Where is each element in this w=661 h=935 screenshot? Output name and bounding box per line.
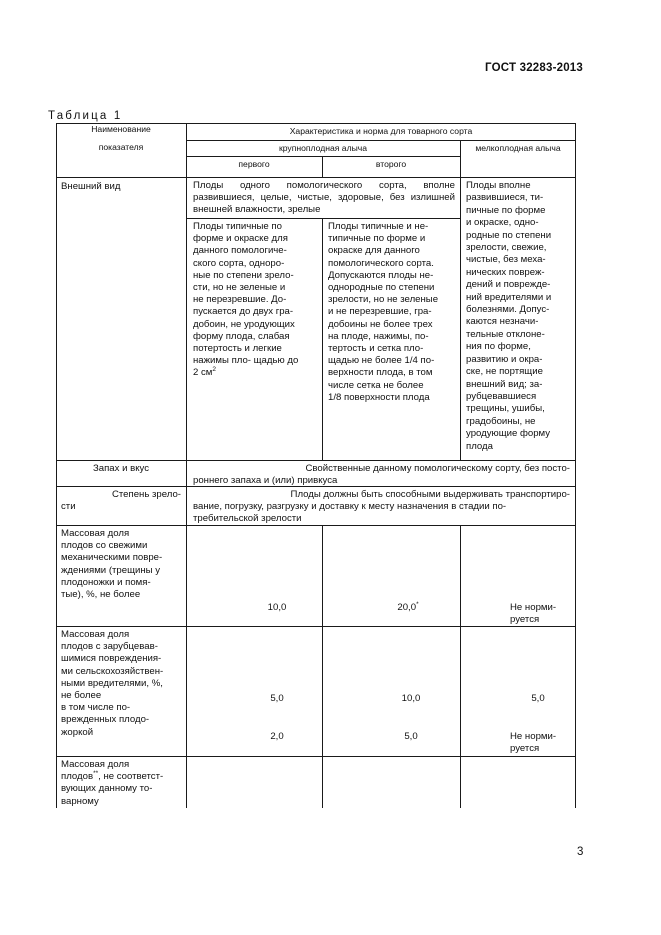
col-divider-first-second: [322, 525, 323, 808]
row-mech-damage-name: Массовая доля плодов со свежими механическими повре- ждениями (трещины у плодоножки и помя- тые), %, не более: [61, 528, 163, 601]
row-pest-damage-second: 10,0: [401, 693, 421, 704]
row-appearance-name: Внешний вид: [61, 181, 121, 192]
document-code: ГОСТ 32283-2013: [485, 62, 583, 74]
row-smell-text: Свойственные данному помологическому сорту, без посто- роннего запаха и (или) привкуса: [193, 463, 570, 487]
row-mass-fraction-name: Массовая доля плодов**, не соответст- вующих данному то- варному: [61, 759, 164, 807]
row-pest-damage-first: 5,0: [270, 693, 284, 704]
row-rule: [56, 756, 576, 757]
row-pest-damage-sub-second: 5,0: [404, 731, 418, 742]
header-second-grade: второго: [375, 159, 407, 169]
row-pest-damage-small: 5,0: [531, 693, 545, 704]
row-rule: [56, 626, 576, 627]
row-mech-damage-second: 20,0*: [397, 601, 419, 613]
row-appearance-small: Плоды вполне развившиеся, ти- пичные по форме и окраске, одно- родные по степени зрелости, свежие, чистые, без меха- нических повреж- дений и поврежде- ний вредителями и болезнями. Допус- каются незначи- тельные отклоне- ния по форме, развитию и окра- ске, не портящие внешний вид; за- рубцевавшиеся трещины, ушибы, градобоины, не уродующие форму плода: [466, 180, 552, 452]
row-maturity-text: Плоды должны быть способными выдерживать транспортиро- вание, погрузку, разгрузку и доставку к месту назначения в стадии по- требительской зрелости: [193, 489, 570, 525]
header-rule: [186, 156, 460, 157]
row-appearance-first: Плоды типичные по форме и окраске для данного помологиче- ского сорта, одноро- ные по степени зрело- сти, но не зеленые и не перезревшие. До- пускается до двух гра- добоин, не уродующих форму плода, слабая потертость и легкие нажимы пло- щадью до 2 $см^2$: [193, 221, 299, 379]
row-mech-damage-small: Не норми- руется: [510, 602, 557, 626]
col-divider-name: [186, 123, 187, 808]
header-characteristic: Характеристика и норма для товарного сорта: [289, 126, 473, 136]
row-appearance-common: Плоды одного помологического сорта, вполне развившиеся, целые, чистые, здоровые, без излишней внешней влажности, зрелые: [193, 180, 455, 216]
header-rule: [186, 140, 576, 141]
row-smell-name: Запах и вкус: [92, 463, 150, 474]
header-small-fruit: мелкоплодная алыча: [475, 143, 561, 153]
row-pest-damage-sub-small: Не норми- руется: [510, 731, 557, 755]
row-maturity-name: Степень зрело- сти: [61, 489, 181, 513]
col-divider-large-small: [460, 525, 461, 808]
header-indicator-name: Наименование: [91, 124, 151, 134]
row-appearance-second: Плоды типичные и не- типичные по форме и окраске для данного помологического сорта. Допускаются плоды не- однородные по степени зрелости, но не зеленые и не перезревшие, гра- добоины не более трех на плоде, нажимы, по- тертость и сетка пло- щадью не более 1/4 по- верхности плода, в том числе сетка не более 1/8 поверхности плода: [328, 221, 439, 403]
col-divider-large-small: [460, 140, 461, 460]
table-caption: Таблица 1: [48, 110, 123, 122]
row-rule: [56, 460, 576, 461]
row-pest-damage-sub-first: 2,0: [270, 731, 284, 742]
table-border-right: [575, 123, 576, 808]
header-large-fruit: крупноплодная алыча: [278, 143, 368, 153]
common-text-rule: [186, 218, 460, 219]
header-indicator-name: показателя: [98, 142, 144, 152]
page-number: 3: [577, 846, 584, 858]
header-bottom-rule: [56, 177, 576, 178]
row-pest-damage-name: Массовая доля плодов с зарубцевав- шимися повреждения- ми сельскохозяйствен- ными вредителями, %, не более в том числе по- врежденных плодо- жоркой: [61, 629, 164, 738]
col-divider-first-second: [322, 218, 323, 460]
header-first-grade: первого: [238, 159, 270, 169]
row-mech-damage-first: 10,0: [267, 602, 287, 613]
